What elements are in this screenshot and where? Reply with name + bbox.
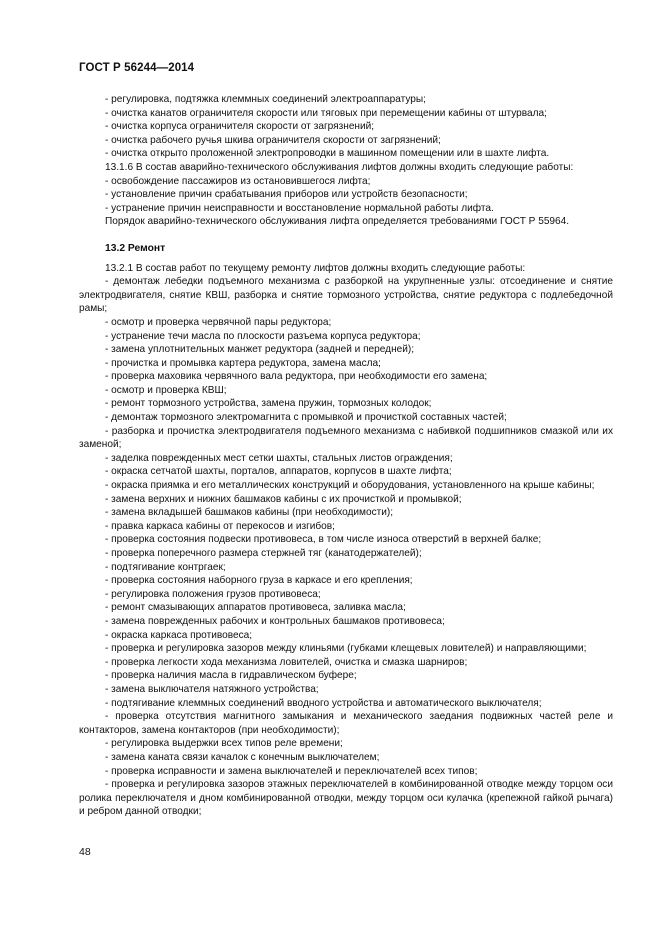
list-item: - подтягивание контргаек;: [105, 561, 226, 573]
list-item: - очистка открыто проложенной электропроводки в машинном помещении или в шахте лифта.: [105, 148, 550, 160]
list-item: - регулировка положения грузов противовеса;: [105, 588, 321, 600]
list-item: - демонтаж лебедки подъемного механизма с разборкой на укрупненные узлы: отсоединение и снятие электродвигателя, снятие КВШ, разборка и снятие тормозного устройства, снятие редуктора с подлебедочной рамы;: [79, 276, 613, 315]
list-item: - ремонт тормозного устройства, замена пружин, тормозных колодок;: [105, 398, 432, 410]
list-item: - проверка состояния подвески противовеса, в том числе износа отверстий в верхней балке;: [105, 534, 542, 546]
list-item: - подтягивание клеммных соединений вводного устройства и автоматического выключателя;: [105, 697, 542, 709]
paragraph-block-1: [79, 93, 613, 229]
list-item: 13.2.1 В состав работ по текущему ремонту лифтов должны входить следующие работы:: [105, 262, 526, 274]
list-item: - правка каркаса кабины от перекосов и изгибов;: [105, 520, 335, 532]
list-item: - устранение течи масла по плоскости разъема корпуса редуктора;: [105, 330, 421, 342]
list-item: 13.1.6 В состав аварийно-технического обслуживания лифтов должны входить следующие работы:: [105, 161, 574, 173]
list-item: - установление причин срабатывания приборов или устройств безопасности;: [105, 189, 468, 201]
list-item: - осмотр и проверка КВШ;: [105, 384, 227, 396]
list-item: - прочистка и промывка картера редуктора, замена масла;: [105, 357, 381, 369]
list-item: - окраска каркаса противовеса;: [105, 629, 253, 641]
list-item: - проверка поперечного размера стержней тяг (канатодержателей);: [105, 548, 422, 559]
list-item: - очистка канатов ограничителя скорости или тяговых при перемещении кабины от штурвала;: [105, 107, 547, 119]
list-item: - замена поврежденных рабочих и контрольных башмаков противовеса;: [105, 615, 445, 627]
list-item: - проверка состояния наборного груза в каркасе и его крепления;: [105, 575, 413, 587]
list-item: - замена уплотнительных манжет редуктора (задней и передней);: [105, 344, 415, 356]
list-item: - регулировка выдержки всех типов реле времени;: [105, 738, 343, 750]
list-item: - проверка маховика червячного вала редуктора, при необходимости его замена;: [105, 371, 488, 383]
list-item: - очистка корпуса ограничителя скорости от загрязнений;: [105, 121, 375, 133]
list-item: - замена вкладышей башмаков кабины (при необходимости);: [105, 507, 394, 519]
list-item: - демонтаж тормозного электромагнита с промывкой и прочисткой составных частей;: [105, 412, 507, 424]
list-item: - замена каната связи качалок с конечным выключателем;: [105, 751, 380, 763]
list-item: - ремонт смазывающих аппаратов противовеса, заливка масла;: [105, 602, 406, 614]
list-item: - разборка и прочистка электродвигателя подъемного механизма с набивкой подшипников смазкой или их заменой;: [79, 425, 613, 451]
list-item: - очистка рабочего ручья шкива ограничителя скорости от загрязнений;: [105, 134, 441, 146]
page-content: [79, 93, 613, 819]
list-item: - проверка наличия масла в гидравлическом буфере;: [105, 670, 357, 682]
list-item: - заделка поврежденных мест сетки шахты, стальных листов ограждения;: [105, 452, 453, 464]
page-number: 48: [79, 846, 91, 858]
list-item: - проверка легкости хода механизма ловителей, очистка и смазка шарниров;: [105, 656, 468, 668]
paragraph-block-2: [79, 262, 613, 819]
list-item: - проверка и регулировка зазоров между клиньями (губками клещевых ловителей) и направляющими;: [105, 643, 587, 655]
list-item: - устранение причин неисправности и восстановление нормальной работы лифта.: [105, 202, 494, 214]
list-item: Порядок аварийно-технического обслуживания лифта определяется требованиями ГОСТ Р 55964.: [105, 216, 570, 228]
list-item: - осмотр и проверка червячной пары редуктора;: [105, 316, 332, 328]
standard-header: ГОСТ Р 56244—2014: [79, 62, 195, 74]
list-item: - замена верхних и нижних башмаков кабины с их прочисткой и промывкой;: [105, 493, 462, 505]
list-item: - окраска сетчатой шахты, порталов, аппаратов, корпусов в шахте лифта;: [105, 466, 452, 478]
list-item: - освобождение пассажиров из остановившегося лифта;: [105, 175, 371, 187]
list-item: - регулировка, подтяжка клеммных соединений электроаппаратуры;: [105, 94, 426, 105]
list-item: - проверка и регулировка зазоров этажных переключателей в комбинированной отводке между торцом оси ролика переключателя и дном комбинированной отводки, между торцом оси кулачка (крепежной гайкой рычага) и ребром данной отводки;: [79, 779, 613, 818]
section-title: 13.2 Ремонт: [105, 242, 166, 254]
list-item: - окраска приямка и его металлических конструкций и оборудования, установленного на крыше кабины;: [105, 480, 595, 492]
list-item: - проверка исправности и замена выключателей и переключателей всех типов;: [105, 765, 478, 777]
list-item: - проверка отсутствия магнитного замыкания и механического заедания подвижных частей реле и контакторов, замена контакторов (при необходимости);: [79, 711, 613, 736]
list-item: - замена выключателя натяжного устройства;: [105, 683, 319, 695]
